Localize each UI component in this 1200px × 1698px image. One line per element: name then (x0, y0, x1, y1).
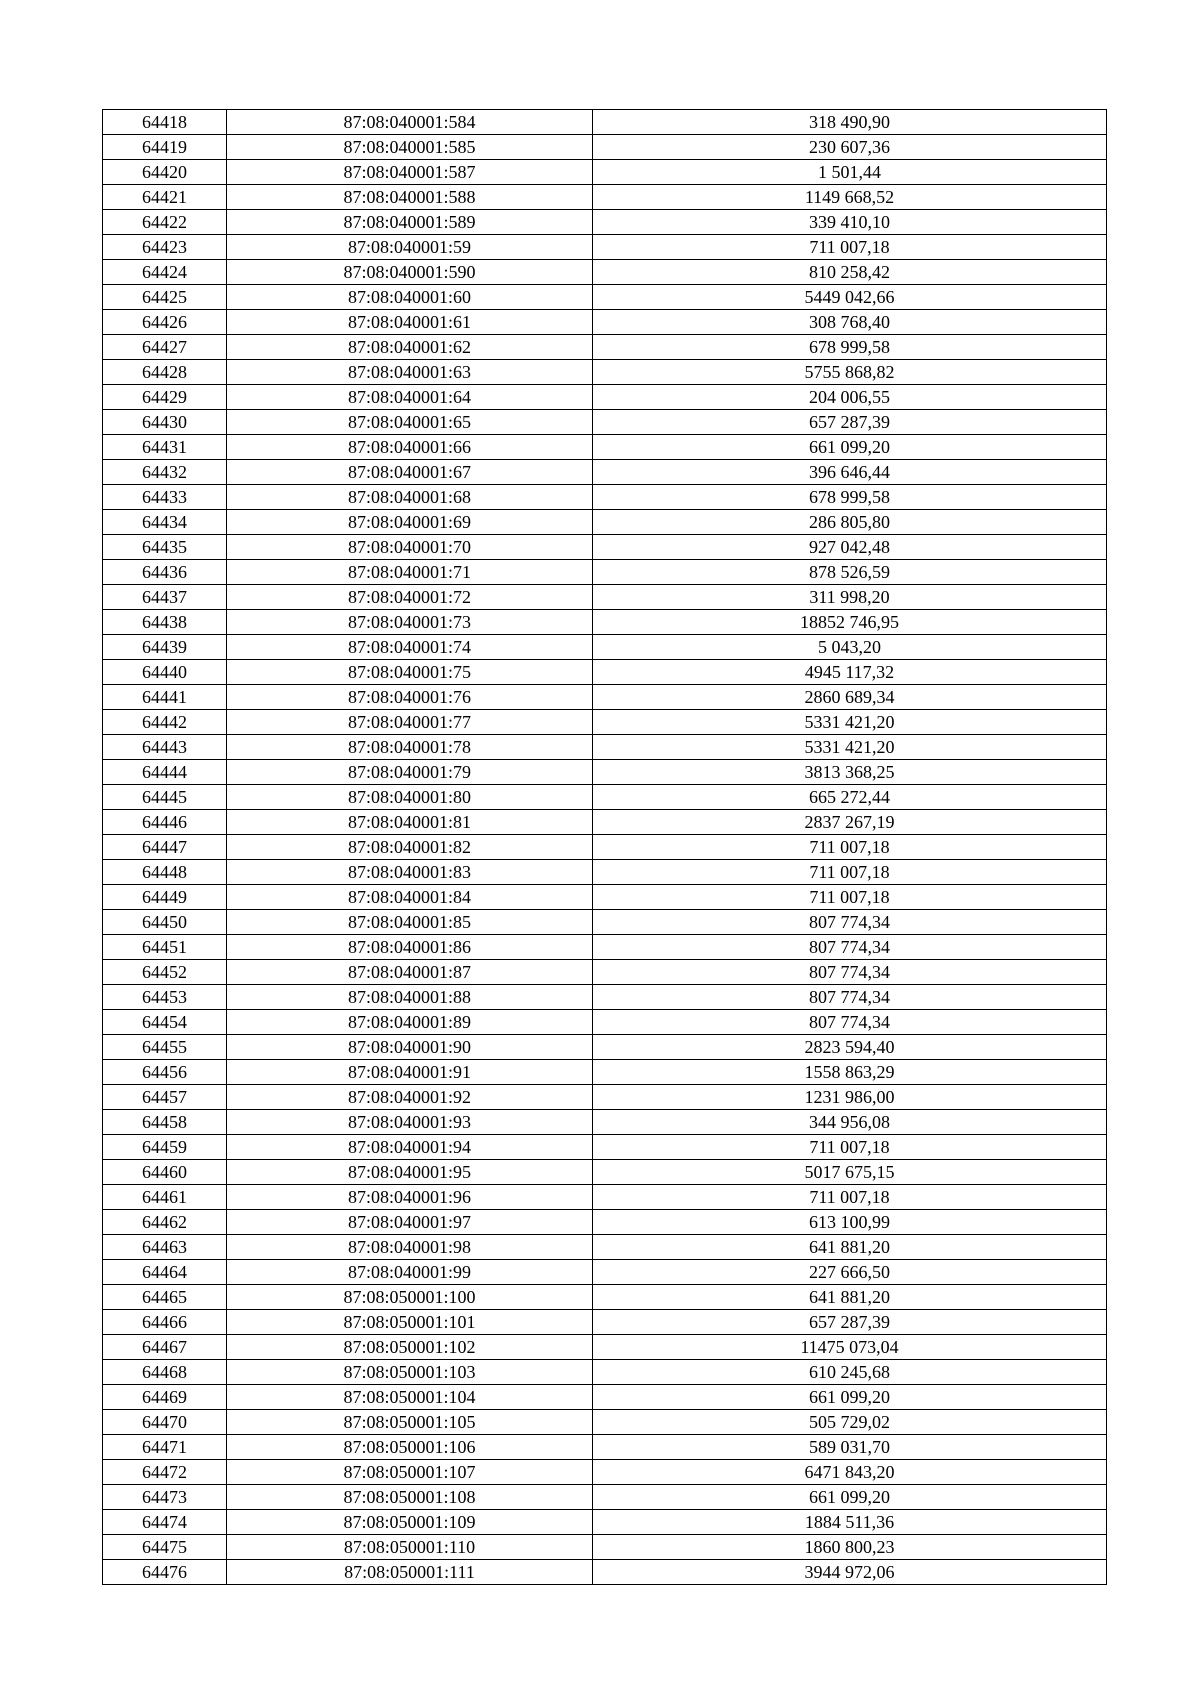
cadastral-number-cell: 87:08:040001:67 (227, 460, 593, 485)
cadastral-number-cell: 87:08:050001:111 (227, 1560, 593, 1585)
table-row (103, 685, 1107, 710)
table-row (103, 1410, 1107, 1435)
cadastral-value-cell: 1884 511,36 (593, 1510, 1107, 1535)
row-number-cell: 64446 (103, 810, 227, 835)
cadastral-value-cell: 5017 675,15 (593, 1160, 1107, 1185)
cadastral-number-cell: 87:08:040001:68 (227, 485, 593, 510)
row-number-cell: 64458 (103, 1110, 227, 1135)
cadastral-number-cell: 87:08:040001:73 (227, 610, 593, 635)
document-page (102, 109, 1106, 1585)
cadastral-number-cell: 87:08:040001:588 (227, 185, 593, 210)
row-number-cell: 64438 (103, 610, 227, 635)
table-row (103, 310, 1107, 335)
cadastral-value-cell: 927 042,48 (593, 535, 1107, 560)
cadastral-number-cell: 87:08:050001:103 (227, 1360, 593, 1385)
table-row (103, 285, 1107, 310)
cadastral-value-cell: 2860 689,34 (593, 685, 1107, 710)
table-row (103, 1160, 1107, 1185)
row-number-cell: 64472 (103, 1460, 227, 1485)
row-number-cell: 64454 (103, 1010, 227, 1035)
cadastral-value-cell: 678 999,58 (593, 485, 1107, 510)
row-number-cell: 64424 (103, 260, 227, 285)
row-number-cell: 64455 (103, 1035, 227, 1060)
table-row (103, 1135, 1107, 1160)
row-number-cell: 64450 (103, 910, 227, 935)
row-number-cell: 64420 (103, 160, 227, 185)
cadastral-number-cell: 87:08:040001:98 (227, 1235, 593, 1260)
row-number-cell: 64423 (103, 235, 227, 260)
cadastral-number-cell: 87:08:040001:90 (227, 1035, 593, 1060)
cadastral-value-cell: 807 774,34 (593, 910, 1107, 935)
row-number-cell: 64466 (103, 1310, 227, 1335)
cadastral-number-cell: 87:08:040001:71 (227, 560, 593, 585)
cadastral-value-cell: 339 410,10 (593, 210, 1107, 235)
row-number-cell: 64457 (103, 1085, 227, 1110)
cadastral-value-cell: 657 287,39 (593, 1310, 1107, 1335)
table-row (103, 135, 1107, 160)
table-row (103, 185, 1107, 210)
cadastral-value-cell: 807 774,34 (593, 985, 1107, 1010)
table-row (103, 710, 1107, 735)
table-row (103, 610, 1107, 635)
cadastral-number-cell: 87:08:050001:100 (227, 1285, 593, 1310)
cadastral-value-cell: 286 805,80 (593, 510, 1107, 535)
cadastral-number-cell: 87:08:040001:82 (227, 835, 593, 860)
cadastral-number-cell: 87:08:040001:78 (227, 735, 593, 760)
row-number-cell: 64418 (103, 110, 227, 135)
table-row (103, 1510, 1107, 1535)
row-number-cell: 64459 (103, 1135, 227, 1160)
cadastral-value-cell: 678 999,58 (593, 335, 1107, 360)
table-row (103, 735, 1107, 760)
table-row (103, 1360, 1107, 1385)
cadastral-value-cell: 711 007,18 (593, 1135, 1107, 1160)
row-number-cell: 64444 (103, 760, 227, 785)
cadastral-number-cell: 87:08:040001:89 (227, 1010, 593, 1035)
cadastral-number-cell: 87:08:040001:60 (227, 285, 593, 310)
cadastral-number-cell: 87:08:040001:66 (227, 435, 593, 460)
row-number-cell: 64468 (103, 1360, 227, 1385)
table-row (103, 960, 1107, 985)
cadastral-value-cell: 204 006,55 (593, 385, 1107, 410)
cadastral-value-cell: 505 729,02 (593, 1410, 1107, 1435)
row-number-cell: 64453 (103, 985, 227, 1010)
row-number-cell: 64467 (103, 1335, 227, 1360)
row-number-cell: 64422 (103, 210, 227, 235)
row-number-cell: 64429 (103, 385, 227, 410)
cadastral-number-cell: 87:08:040001:91 (227, 1060, 593, 1085)
cadastral-value-cell: 807 774,34 (593, 935, 1107, 960)
cadastral-number-cell: 87:08:040001:92 (227, 1085, 593, 1110)
row-number-cell: 64447 (103, 835, 227, 860)
cadastral-value-cell: 661 099,20 (593, 1385, 1107, 1410)
table-row (103, 385, 1107, 410)
row-number-cell: 64475 (103, 1535, 227, 1560)
cadastral-number-cell: 87:08:040001:79 (227, 760, 593, 785)
cadastral-number-cell: 87:08:040001:88 (227, 985, 593, 1010)
cadastral-number-cell: 87:08:050001:106 (227, 1435, 593, 1460)
cadastral-value-cell: 878 526,59 (593, 560, 1107, 585)
cadastral-value-cell: 589 031,70 (593, 1435, 1107, 1460)
row-number-cell: 64437 (103, 585, 227, 610)
table-row (103, 810, 1107, 835)
row-number-cell: 64433 (103, 485, 227, 510)
cadastral-value-cell: 6471 843,20 (593, 1460, 1107, 1485)
cadastral-number-cell: 87:08:040001:61 (227, 310, 593, 335)
cadastral-number-cell: 87:08:040001:84 (227, 885, 593, 910)
cadastral-value-cell: 308 768,40 (593, 310, 1107, 335)
cadastral-number-cell: 87:08:040001:62 (227, 335, 593, 360)
row-number-cell: 64426 (103, 310, 227, 335)
cadastral-number-cell: 87:08:050001:104 (227, 1385, 593, 1410)
row-number-cell: 64419 (103, 135, 227, 160)
cadastral-number-cell: 87:08:040001:96 (227, 1185, 593, 1210)
table-row (103, 1335, 1107, 1360)
row-number-cell: 64421 (103, 185, 227, 210)
cadastral-number-cell: 87:08:040001:94 (227, 1135, 593, 1160)
table-row (103, 235, 1107, 260)
cadastral-value-cell: 711 007,18 (593, 835, 1107, 860)
table-row (103, 910, 1107, 935)
row-number-cell: 64476 (103, 1560, 227, 1585)
table-row (103, 485, 1107, 510)
row-number-cell: 64431 (103, 435, 227, 460)
table-row (103, 510, 1107, 535)
row-number-cell: 64471 (103, 1435, 227, 1460)
cadastral-value-cell: 1231 986,00 (593, 1085, 1107, 1110)
table-row (103, 1260, 1107, 1285)
cadastral-value-cell: 613 100,99 (593, 1210, 1107, 1235)
cadastral-number-cell: 87:08:040001:97 (227, 1210, 593, 1235)
cadastral-value-cell: 3813 368,25 (593, 760, 1107, 785)
table-row (103, 985, 1107, 1010)
table-row (103, 1560, 1107, 1585)
row-number-cell: 64434 (103, 510, 227, 535)
row-number-cell: 64464 (103, 1260, 227, 1285)
table-row (103, 260, 1107, 285)
table-row (103, 335, 1107, 360)
row-number-cell: 64443 (103, 735, 227, 760)
row-number-cell: 64474 (103, 1510, 227, 1535)
cadastral-number-cell: 87:08:050001:109 (227, 1510, 593, 1535)
cadastral-number-cell: 87:08:040001:69 (227, 510, 593, 535)
cadastral-value-cell: 711 007,18 (593, 885, 1107, 910)
cadastral-value-cell: 5449 042,66 (593, 285, 1107, 310)
row-number-cell: 64440 (103, 660, 227, 685)
cadastral-value-cell: 5755 868,82 (593, 360, 1107, 385)
table-row (103, 210, 1107, 235)
row-number-cell: 64451 (103, 935, 227, 960)
cadastral-number-cell: 87:08:040001:589 (227, 210, 593, 235)
cadastral-number-cell: 87:08:040001:585 (227, 135, 593, 160)
row-number-cell: 64432 (103, 460, 227, 485)
table-row (103, 560, 1107, 585)
cadastral-number-cell: 87:08:040001:83 (227, 860, 593, 885)
cadastral-value-cell: 227 666,50 (593, 1260, 1107, 1285)
table-row (103, 1385, 1107, 1410)
cadastral-value-cell: 344 956,08 (593, 1110, 1107, 1135)
table-row (103, 1535, 1107, 1560)
cadastral-number-cell: 87:08:040001:584 (227, 110, 593, 135)
cadastral-number-cell: 87:08:040001:86 (227, 935, 593, 960)
cadastral-value-cell: 661 099,20 (593, 435, 1107, 460)
cadastral-number-cell: 87:08:040001:85 (227, 910, 593, 935)
cadastral-number-cell: 87:08:050001:110 (227, 1535, 593, 1560)
table-row (103, 360, 1107, 385)
row-number-cell: 64462 (103, 1210, 227, 1235)
table-row (103, 935, 1107, 960)
cadastral-value-cell: 657 287,39 (593, 410, 1107, 435)
cadastral-value-cell: 3944 972,06 (593, 1560, 1107, 1585)
cadastral-number-cell: 87:08:040001:72 (227, 585, 593, 610)
cadastral-number-cell: 87:08:040001:64 (227, 385, 593, 410)
cadastral-value-cell: 641 881,20 (593, 1285, 1107, 1310)
cadastral-number-cell: 87:08:050001:102 (227, 1335, 593, 1360)
cadastral-value-cell: 396 646,44 (593, 460, 1107, 485)
row-number-cell: 64428 (103, 360, 227, 385)
cadastral-value-cell: 311 998,20 (593, 585, 1107, 610)
cadastral-number-cell: 87:08:050001:108 (227, 1485, 593, 1510)
cadastral-number-cell: 87:08:040001:70 (227, 535, 593, 560)
row-number-cell: 64445 (103, 785, 227, 810)
table-row (103, 1485, 1107, 1510)
cadastral-value-cell: 610 245,68 (593, 1360, 1107, 1385)
table-row (103, 1060, 1107, 1085)
cadastral-value-cell: 18852 746,95 (593, 610, 1107, 635)
cadastral-value-cell: 318 490,90 (593, 110, 1107, 135)
table-row (103, 1460, 1107, 1485)
table-row (103, 435, 1107, 460)
row-number-cell: 64425 (103, 285, 227, 310)
cadastral-value-cell: 641 881,20 (593, 1235, 1107, 1260)
cadastral-number-cell: 87:08:040001:95 (227, 1160, 593, 1185)
cadastral-value-cell: 711 007,18 (593, 235, 1107, 260)
table-row (103, 1310, 1107, 1335)
table-row (103, 1235, 1107, 1260)
row-number-cell: 64470 (103, 1410, 227, 1435)
cadastral-value-cell: 711 007,18 (593, 860, 1107, 885)
table-row (103, 660, 1107, 685)
table-row (103, 860, 1107, 885)
cadastral-number-cell: 87:08:040001:76 (227, 685, 593, 710)
cadastral-number-cell: 87:08:040001:80 (227, 785, 593, 810)
cadastral-value-cell: 1 501,44 (593, 160, 1107, 185)
cadastral-number-cell: 87:08:040001:81 (227, 810, 593, 835)
cadastral-number-cell: 87:08:040001:587 (227, 160, 593, 185)
cadastral-value-cell: 5 043,20 (593, 635, 1107, 660)
table-row (103, 410, 1107, 435)
cadastral-number-cell: 87:08:050001:101 (227, 1310, 593, 1335)
cadastral-value-cell: 810 258,42 (593, 260, 1107, 285)
cadastral-value-cell: 661 099,20 (593, 1485, 1107, 1510)
cadastral-value-cell: 230 607,36 (593, 135, 1107, 160)
row-number-cell: 64465 (103, 1285, 227, 1310)
cadastral-value-cell: 807 774,34 (593, 1010, 1107, 1035)
cadastral-number-cell: 87:08:050001:105 (227, 1410, 593, 1435)
cadastral-value-cell: 1149 668,52 (593, 185, 1107, 210)
cadastral-value-cell: 5331 421,20 (593, 735, 1107, 760)
cadastral-value-cell: 4945 117,32 (593, 660, 1107, 685)
row-number-cell: 64441 (103, 685, 227, 710)
table-row (103, 1085, 1107, 1110)
table-row (103, 760, 1107, 785)
row-number-cell: 64456 (103, 1060, 227, 1085)
table-body (103, 110, 1107, 1585)
cadastral-number-cell: 87:08:040001:65 (227, 410, 593, 435)
row-number-cell: 64430 (103, 410, 227, 435)
row-number-cell: 64439 (103, 635, 227, 660)
table-row (103, 110, 1107, 135)
table-row (103, 1035, 1107, 1060)
cadastral-number-cell: 87:08:040001:87 (227, 960, 593, 985)
table-row (103, 585, 1107, 610)
row-number-cell: 64469 (103, 1385, 227, 1410)
table-row (103, 160, 1107, 185)
cadastral-number-cell: 87:08:040001:75 (227, 660, 593, 685)
cadastral-number-cell: 87:08:040001:59 (227, 235, 593, 260)
table-row (103, 1210, 1107, 1235)
cadastral-value-cell: 2837 267,19 (593, 810, 1107, 835)
cadastral-value-cell: 1860 800,23 (593, 1535, 1107, 1560)
row-number-cell: 64463 (103, 1235, 227, 1260)
cadastral-value-cell: 2823 594,40 (593, 1035, 1107, 1060)
cadastral-value-cell: 711 007,18 (593, 1185, 1107, 1210)
cadastral-number-cell: 87:08:040001:99 (227, 1260, 593, 1285)
table-row (103, 835, 1107, 860)
cadastral-number-cell: 87:08:040001:590 (227, 260, 593, 285)
table-row (103, 885, 1107, 910)
row-number-cell: 64448 (103, 860, 227, 885)
table-row (103, 635, 1107, 660)
cadastral-value-cell: 807 774,34 (593, 960, 1107, 985)
table-row (103, 535, 1107, 560)
cadastral-number-cell: 87:08:040001:74 (227, 635, 593, 660)
cadastral-number-cell: 87:08:040001:77 (227, 710, 593, 735)
cadastral-number-cell: 87:08:040001:63 (227, 360, 593, 385)
row-number-cell: 64473 (103, 1485, 227, 1510)
table-row (103, 1110, 1107, 1135)
table-row (103, 1435, 1107, 1460)
row-number-cell: 64461 (103, 1185, 227, 1210)
table-row (103, 460, 1107, 485)
row-number-cell: 64452 (103, 960, 227, 985)
cadastral-value-cell: 11475 073,04 (593, 1335, 1107, 1360)
row-number-cell: 64442 (103, 710, 227, 735)
table-row (103, 1010, 1107, 1035)
row-number-cell: 64460 (103, 1160, 227, 1185)
cadastral-number-cell: 87:08:050001:107 (227, 1460, 593, 1485)
cadastral-value-cell: 1558 863,29 (593, 1060, 1107, 1085)
table-row (103, 1185, 1107, 1210)
cadastral-number-cell: 87:08:040001:93 (227, 1110, 593, 1135)
cadastral-value-cell: 5331 421,20 (593, 710, 1107, 735)
row-number-cell: 64435 (103, 535, 227, 560)
table-row (103, 1285, 1107, 1310)
cadastral-value-table (102, 109, 1107, 1585)
cadastral-value-cell: 665 272,44 (593, 785, 1107, 810)
row-number-cell: 64449 (103, 885, 227, 910)
table-row (103, 785, 1107, 810)
row-number-cell: 64427 (103, 335, 227, 360)
row-number-cell: 64436 (103, 560, 227, 585)
